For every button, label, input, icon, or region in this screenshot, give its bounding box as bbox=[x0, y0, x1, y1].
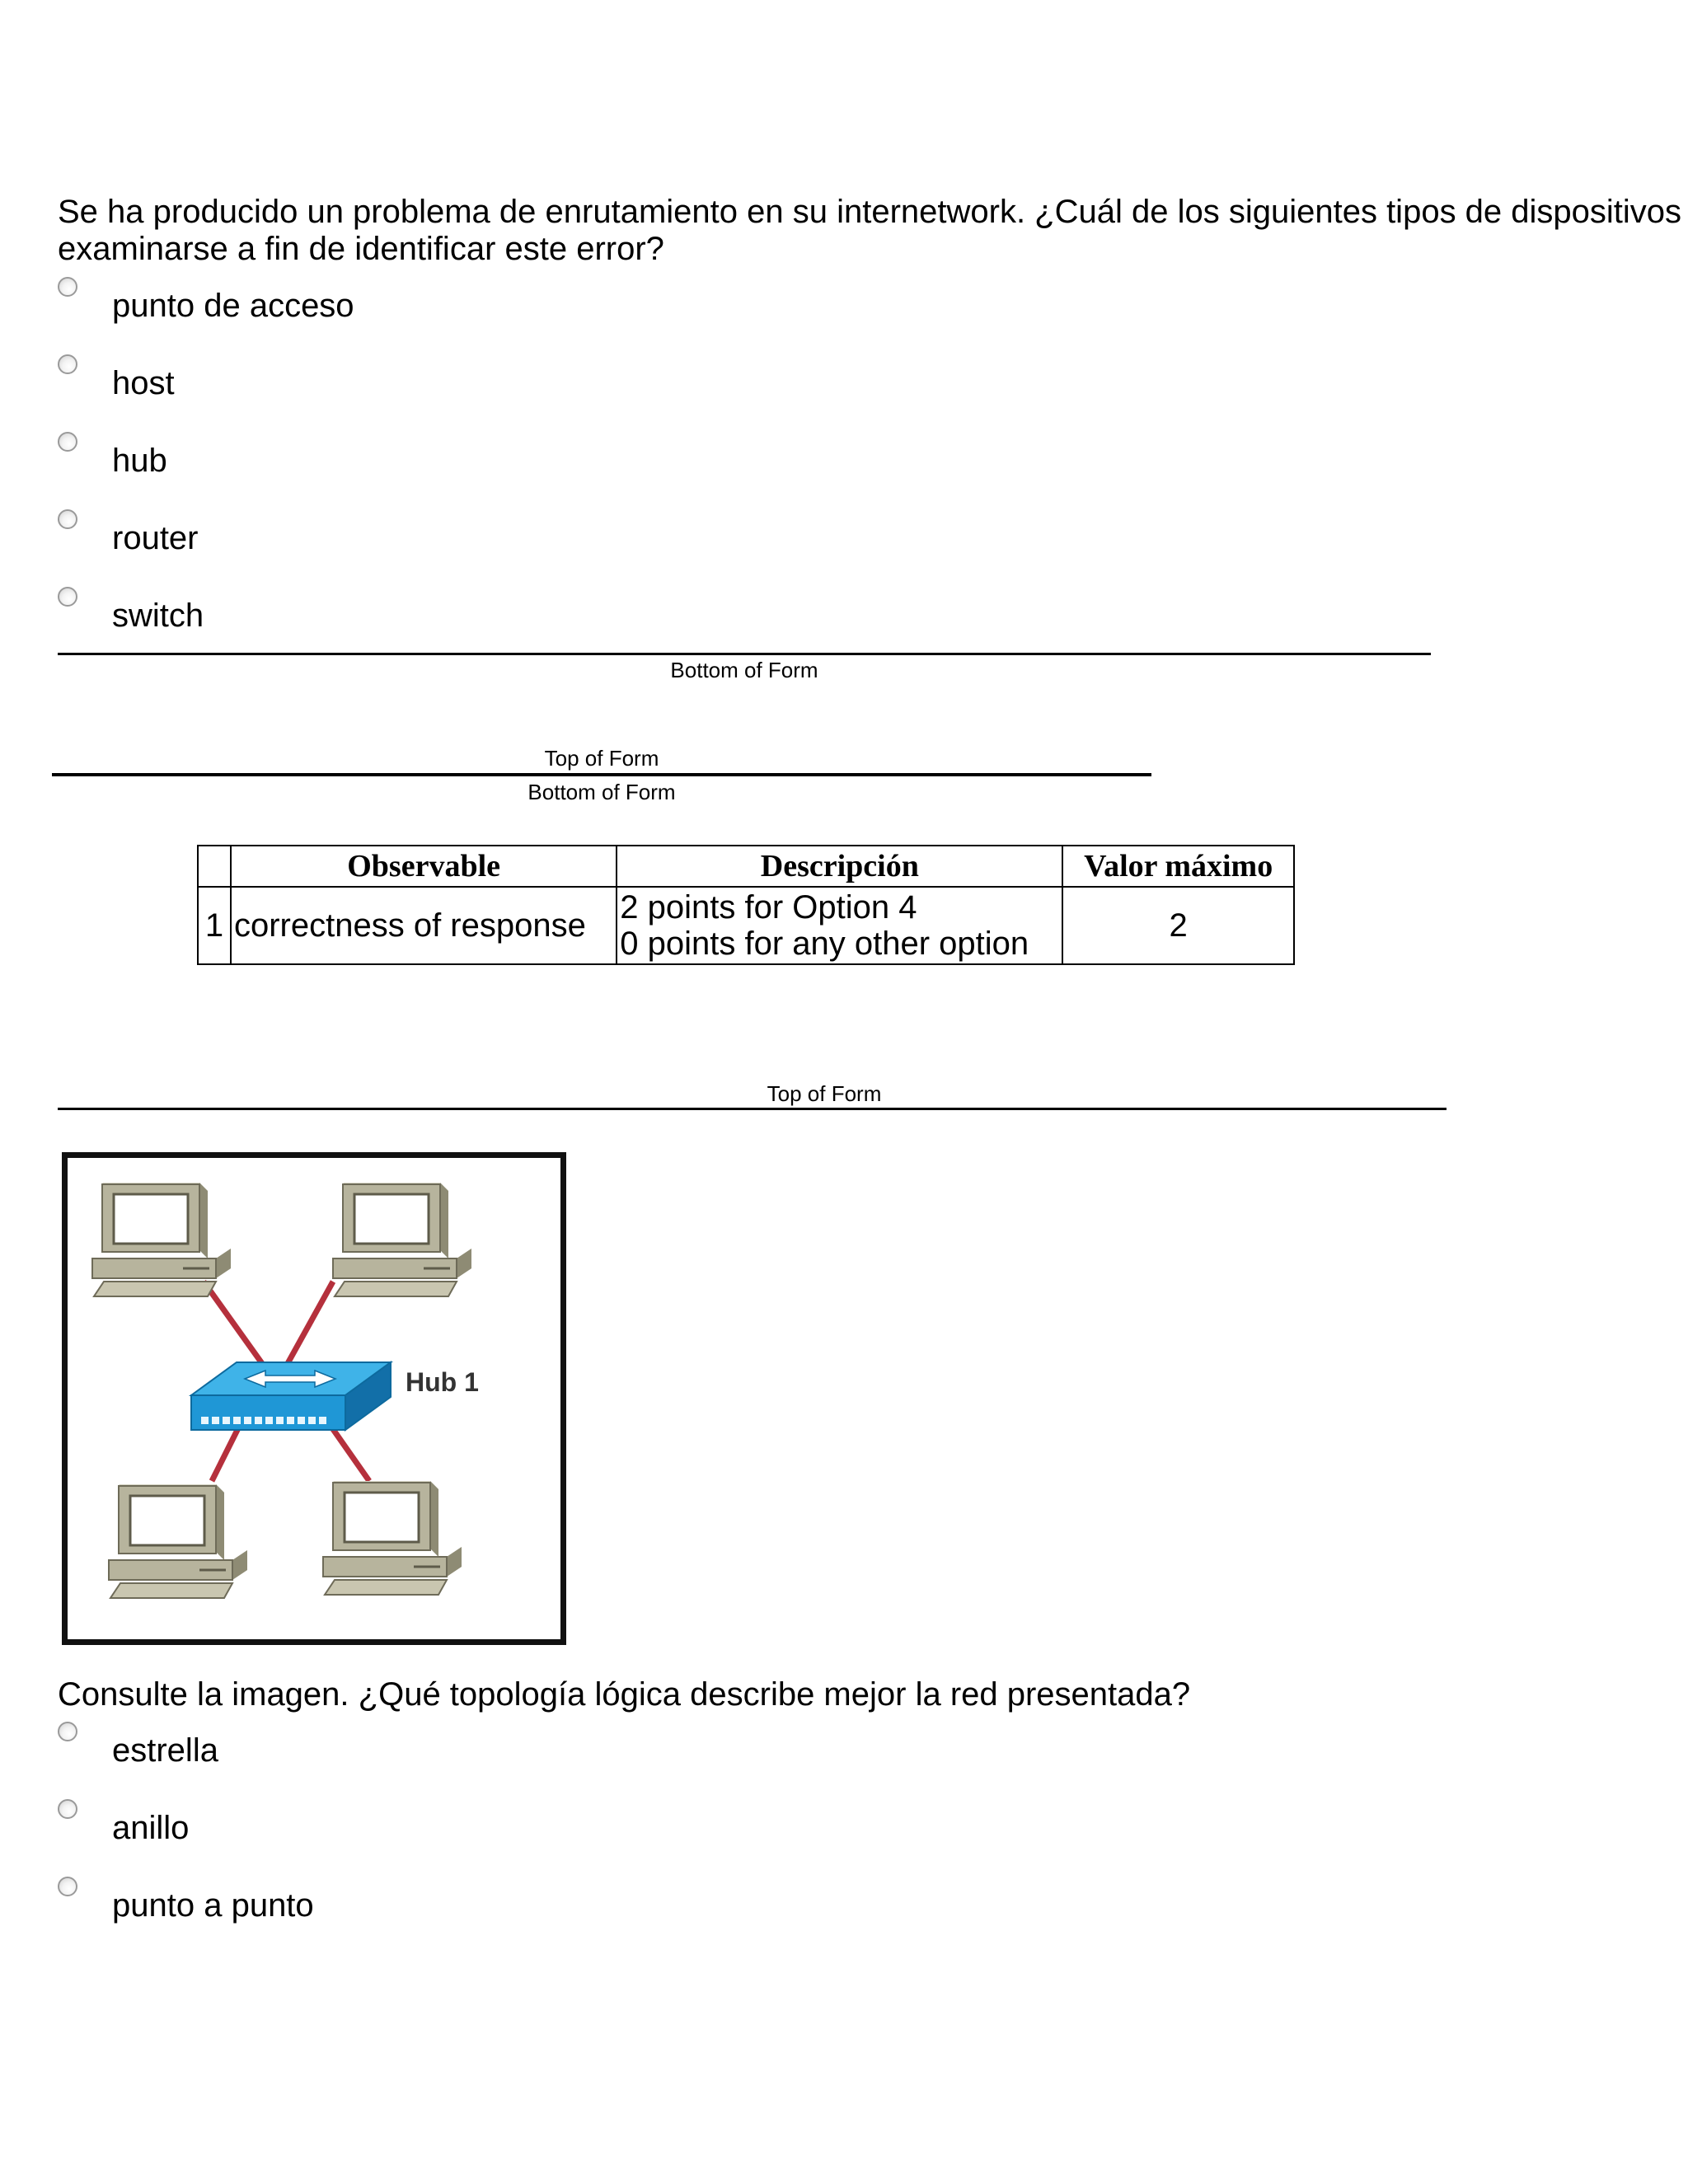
computer-icon bbox=[92, 1183, 231, 1296]
radio-button[interactable] bbox=[58, 1799, 77, 1819]
link-line bbox=[204, 1282, 270, 1374]
option-label: anillo bbox=[112, 1810, 190, 1846]
top-of-form-caption: Top of Form bbox=[767, 1081, 882, 1106]
bottom-of-form-caption: Bottom of Form bbox=[528, 780, 676, 804]
table-row bbox=[198, 887, 1294, 964]
computer-icon bbox=[323, 1481, 462, 1595]
radio-button[interactable] bbox=[58, 587, 77, 607]
network-topology-figure bbox=[62, 1152, 566, 1645]
radio-button[interactable] bbox=[58, 277, 77, 297]
radio-button[interactable] bbox=[58, 432, 77, 452]
computer-icon bbox=[109, 1484, 247, 1598]
link-line bbox=[282, 1282, 333, 1374]
option-label: punto a punto bbox=[112, 1887, 314, 1924]
option-label: router bbox=[112, 520, 199, 556]
top-of-form-caption: Top of Form bbox=[544, 746, 659, 771]
network-diagram bbox=[68, 1158, 560, 1639]
description-line: 2 points for Option 4 bbox=[620, 889, 917, 926]
form-divider bbox=[58, 1108, 1447, 1110]
form-divider bbox=[58, 653, 1431, 655]
column-header bbox=[198, 846, 231, 887]
option-label: punto de acceso bbox=[112, 288, 354, 324]
option-label: estrella bbox=[112, 1732, 218, 1769]
rubric-table bbox=[197, 845, 1295, 965]
option-label: switch bbox=[112, 598, 204, 634]
description-line: 0 points for any other option bbox=[620, 926, 1029, 962]
computer-icon bbox=[333, 1183, 471, 1296]
question-2-text: Consulte la imagen. ¿Qué topología lógica describe mejor la red presentada? bbox=[58, 1676, 1191, 1713]
bottom-of-form-caption: Bottom of Form bbox=[670, 658, 818, 682]
description-cell bbox=[617, 887, 1062, 964]
option-label: hub bbox=[112, 443, 167, 479]
max-value-cell: 2 bbox=[1062, 887, 1294, 964]
hub-label: Hub 1 bbox=[406, 1367, 479, 1397]
question-1-text-line-1: Se ha producido un problema de enrutamiento en su internetwork. ¿Cuál de los siguientes tipos de dispositivos bbox=[58, 194, 1682, 230]
radio-button[interactable] bbox=[58, 354, 77, 374]
link-line bbox=[212, 1423, 241, 1481]
radio-button[interactable] bbox=[58, 1722, 77, 1741]
table-header-row bbox=[198, 846, 1294, 887]
column-header: Descripción bbox=[617, 846, 1062, 887]
question-1-text-line-2: examinarse a fin de identificar este error? bbox=[58, 231, 664, 267]
hub-icon bbox=[191, 1362, 391, 1430]
column-header: Valor máximo bbox=[1062, 846, 1294, 887]
link-line bbox=[329, 1423, 369, 1481]
form-divider bbox=[52, 773, 1151, 776]
row-index: 1 bbox=[198, 887, 231, 964]
column-header: Observable bbox=[231, 846, 617, 887]
radio-button[interactable] bbox=[58, 509, 77, 529]
observable-cell: correctness of response bbox=[231, 887, 617, 964]
radio-button[interactable] bbox=[58, 1877, 77, 1896]
option-label: host bbox=[112, 365, 175, 401]
